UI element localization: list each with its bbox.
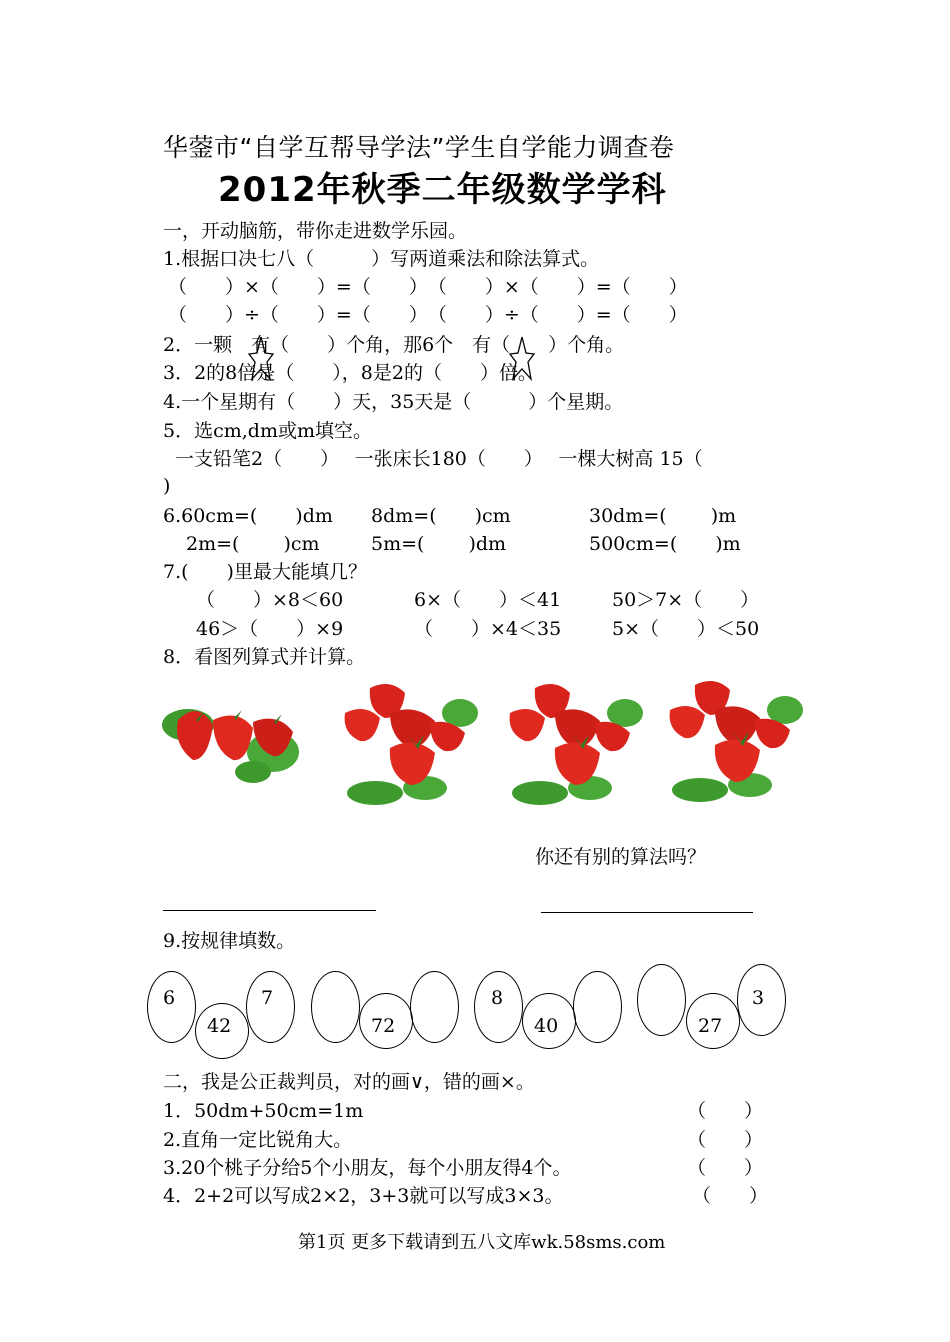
judge-answer-blank: （ ）	[687, 1129, 764, 1151]
number-oval	[637, 964, 686, 1036]
question-7-item: 6×（ ）＜41	[414, 589, 562, 611]
question-9: 9.按规律填数。	[163, 930, 296, 952]
strawberry-image	[495, 673, 645, 808]
question-6-item: 8dm=( )cm	[371, 505, 511, 527]
judge-answer-blank: （ ）	[692, 1185, 769, 1207]
oval-number: 72	[371, 1015, 396, 1037]
answer-line	[541, 912, 753, 913]
question-6-item: 5m=( )dm	[371, 533, 507, 555]
oval-number: 27	[698, 1015, 723, 1037]
judge-item: 3.20个桃子分给5个小朋友，每个小朋友得4个。	[163, 1157, 572, 1179]
question-7: 7.( )里最大能填几？	[163, 561, 367, 583]
judge-item: 4．2+2可以写成2×2，3+3就可以写成3×3。	[163, 1185, 564, 1207]
question-4: 4.一个星期有（ ）天，35天是（ ）个星期。	[163, 391, 624, 413]
oval-number: 40	[534, 1015, 559, 1037]
question-5: 5．选cm,dm或m填空。	[163, 420, 372, 442]
question-7-item: （ ）×8＜60	[196, 589, 344, 611]
number-oval	[573, 971, 622, 1043]
question-8-other-method: 你还有别的算法吗？	[535, 846, 707, 868]
oval-number: 3	[752, 987, 765, 1009]
question-6-item: 2m=( )cm	[186, 533, 320, 555]
section-one-heading: 一，开动脑筋，带你走进数学乐园。	[163, 220, 468, 242]
oval-number: 6	[163, 987, 176, 1009]
question-7-item: 46＞（ ）×9	[196, 618, 344, 640]
strawberry-image	[158, 690, 308, 790]
question-5-row: 一支铅笔2（ ） 一张床长180（ ） 一棵大树高 15（	[175, 448, 703, 470]
question-6-item: 6.60cm=( )dm	[163, 505, 333, 527]
page-footer: 第1页 更多下载请到五八文库wk.58sms.com	[298, 1232, 666, 1253]
question-2: 2．一颗 有（ ）个角，那6个 有（ ）个角。	[163, 334, 625, 356]
question-7-item: 5×（ ）＜50	[612, 618, 760, 640]
answer-line	[163, 910, 376, 911]
page-subtitle: 2012年秋季二年级数学学科	[218, 170, 667, 210]
question-8: 8．看图列算式并计算。	[163, 646, 366, 668]
judge-answer-blank: （ ）	[687, 1157, 764, 1179]
oval-number: 8	[491, 987, 504, 1009]
question-1: 1.根据口决七八（ ）写两道乘法和除法算式。	[163, 248, 600, 270]
strawberry-image	[330, 673, 480, 808]
question-1-row-2: （ ）÷（ ）=（ ） （ ）÷（ ）=（ ）	[168, 304, 688, 326]
question-3: 3．2的8倍是（ ），8是2的（ ）倍。	[163, 362, 537, 384]
page-title: 华蓥市“自学互帮导学法”学生自学能力调查卷	[163, 133, 675, 162]
question-6-item: 30dm=( )m	[589, 505, 737, 527]
question-6-item: 500cm=( )m	[589, 533, 741, 555]
question-5-row-continued: )	[163, 475, 171, 497]
number-oval	[311, 971, 360, 1043]
question-7-item: 50＞7×（ ）	[612, 589, 760, 611]
question-7-item: （ ）×4＜35	[414, 618, 562, 640]
number-oval	[410, 971, 459, 1043]
strawberry-image	[655, 670, 805, 805]
oval-number: 42	[207, 1015, 232, 1037]
section-two-heading: 二，我是公正裁判员，对的画∨，错的画×。	[163, 1071, 535, 1093]
question-1-row-1: （ ）×（ ）=（ ） （ ）×（ ）=（ ）	[168, 276, 688, 298]
judge-item: 2.直角一定比锐角大。	[163, 1129, 353, 1151]
judge-item: 1．50dm+50cm=1m	[163, 1100, 364, 1122]
judge-answer-blank: （ ）	[687, 1100, 764, 1122]
oval-number: 7	[261, 987, 274, 1009]
